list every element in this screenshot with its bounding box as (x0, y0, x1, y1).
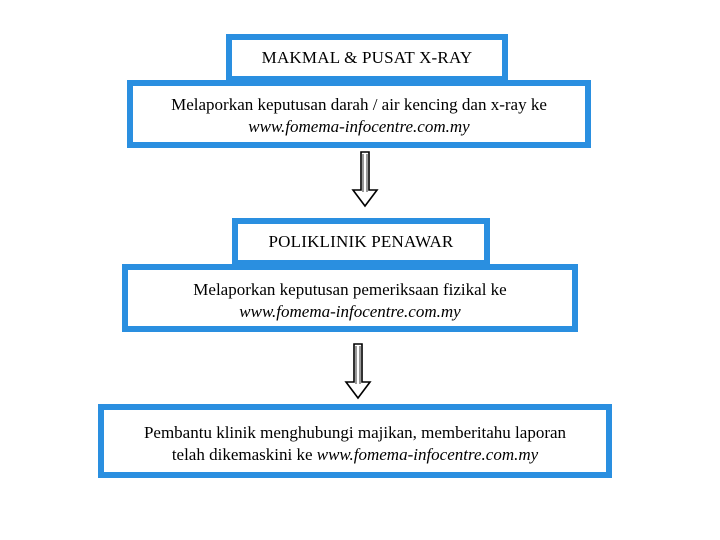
step3-description-line2 (104, 444, 606, 466)
step3-description-prefix: telah dikemaskini ke (171, 445, 317, 464)
step2-title-text: POLIKLINIK PENAWAR (268, 232, 454, 251)
step3-description-box (98, 404, 612, 478)
step1-title-box (226, 34, 508, 82)
step1-description-text: Melaporkan keputusan darah / air kencing dan x-ray ke (171, 95, 547, 114)
step1-title-text: MAKMAL & PUSAT X-RAY (261, 48, 473, 67)
step2-url-text: www.fomema-infocentre.com.my (239, 302, 461, 321)
step1-url-text: www.fomema-infocentre.com.my (248, 117, 470, 136)
step2-title-box (232, 218, 490, 266)
step3-description-text: Pembantu klinik menghubungi majikan, memberitahu laporan (143, 423, 567, 442)
down-arrow-icon (351, 150, 379, 208)
step3-url-text: www.fomema-infocentre.com.my (316, 445, 539, 464)
step1-description-box (127, 80, 591, 148)
step2-description-box (122, 264, 578, 332)
step2-description-text: Melaporkan keputusan pemeriksaan fizikal ke (193, 280, 507, 299)
down-arrow-icon (344, 342, 372, 400)
